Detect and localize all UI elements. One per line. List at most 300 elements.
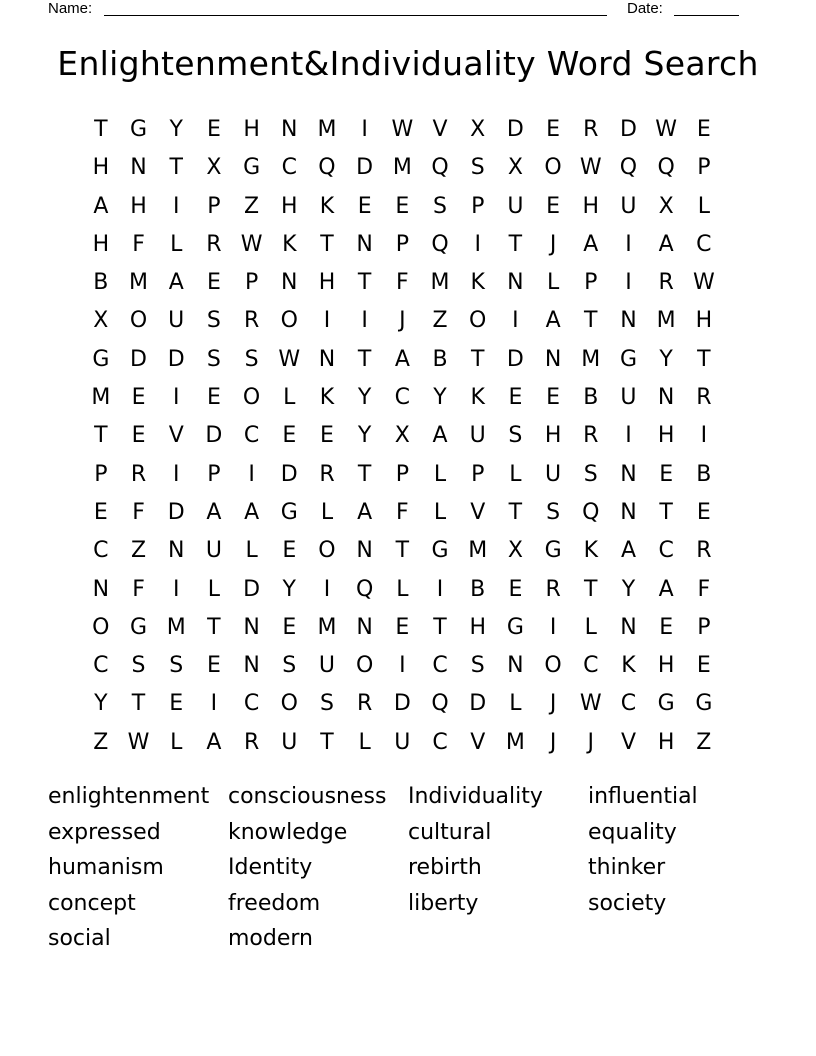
grid-letter[interactable]: G [130,614,148,640]
grid-letter[interactable]: H [544,423,562,449]
grid-letter[interactable]: I [700,423,708,449]
grid-letter[interactable]: T [584,576,598,602]
grid-letter[interactable]: E [282,538,297,564]
grid-letter[interactable]: C [93,653,109,679]
grid-letter[interactable]: F [396,499,409,525]
grid-letter[interactable]: Q [431,691,449,717]
grid-letter[interactable]: E [357,193,372,219]
grid-letter[interactable]: I [549,614,557,640]
grid-letter[interactable]: L [170,729,183,755]
grid-letter[interactable]: T [320,729,334,755]
grid-letter[interactable]: D [130,346,147,372]
grid-letter[interactable]: I [436,576,444,602]
grid-letter[interactable]: S [206,308,221,334]
grid-letter[interactable]: V [470,729,486,755]
grid-letter[interactable]: B [432,346,448,372]
grid-letter[interactable]: T [584,308,598,334]
name-line[interactable] [104,15,607,16]
grid-letter[interactable]: K [282,231,297,257]
grid-letter[interactable]: E [508,385,523,411]
grid-letter[interactable]: E [131,385,146,411]
grid-letter[interactable]: Q [619,155,638,181]
grid-letter[interactable]: O [544,155,562,181]
grid-letter[interactable]: K [319,193,335,219]
grid-letter[interactable]: S [433,193,448,219]
grid-letter[interactable]: U [281,729,298,755]
grid-letter[interactable]: P [471,461,485,487]
grid-letter[interactable]: L [433,461,447,487]
grid-letter[interactable]: S [319,691,334,717]
grid-letter[interactable]: S [508,423,523,449]
grid-letter[interactable]: N [620,614,637,640]
grid-letter[interactable]: T [508,499,523,525]
grid-letter[interactable]: T [169,155,183,181]
grid-letter[interactable]: R [206,231,222,257]
grid-letter[interactable]: E [93,499,108,525]
grid-letter[interactable]: M [656,308,676,334]
grid-letter[interactable]: W [127,729,150,755]
grid-letter[interactable]: E [696,499,711,525]
grid-letter[interactable]: Z [432,308,448,334]
grid-letter[interactable]: G [243,155,261,181]
grid-letter[interactable]: F [132,499,145,525]
grid-letter[interactable]: U [469,423,486,449]
grid-letter[interactable]: J [399,308,406,334]
grid-letter[interactable]: H [318,270,336,296]
grid-letter[interactable]: T [131,691,146,717]
grid-letter[interactable]: Q [582,499,600,525]
grid-letter[interactable]: P [471,193,485,219]
grid-letter[interactable]: R [130,461,147,487]
grid-letter[interactable]: W [655,117,678,142]
grid-letter[interactable]: B [93,270,109,296]
grid-letter[interactable]: O [469,308,487,334]
word-list-item: consciousness [228,784,387,809]
grid-letter[interactable]: M [430,270,450,296]
grid-letter[interactable]: I [172,193,180,219]
grid-letter[interactable]: I [625,270,632,296]
grid-row [82,533,723,571]
grid-letter[interactable]: T [94,117,108,142]
grid-letter[interactable]: T [433,614,447,640]
grid-letter[interactable]: L [245,538,258,564]
grid-letter[interactable]: H [657,653,675,679]
grid-letter[interactable]: A [206,729,222,755]
grid-letter[interactable]: I [323,308,331,334]
grid-letter[interactable]: I [474,231,481,257]
grid-letter[interactable]: T [357,270,372,296]
grid-letter[interactable]: D [356,155,374,181]
grid-letter[interactable]: L [509,461,522,487]
grid-letter[interactable]: P [697,614,711,640]
grid-letter[interactable]: Y [282,576,296,602]
grid-letter[interactable]: X [507,538,523,564]
grid-letter[interactable]: B [470,576,486,602]
grid-letter[interactable]: M [505,729,525,755]
grid-letter[interactable]: N [356,614,373,640]
grid-letter[interactable]: R [696,385,712,411]
grid-letter[interactable]: E [546,117,561,142]
grid-letter[interactable]: G [431,538,449,564]
grid-letter[interactable]: Q [355,576,374,602]
grid-letter[interactable]: N [281,117,298,142]
grid-letter[interactable]: A [168,270,184,296]
grid-letter[interactable]: L [207,576,221,602]
grid-letter[interactable]: G [544,538,562,564]
grid-letter[interactable]: H [281,193,298,219]
grid-letter[interactable]: I [625,423,632,449]
grid-letter[interactable]: C [620,691,637,717]
grid-letter[interactable]: W [391,117,414,142]
grid-letter[interactable]: P [94,461,108,487]
grid-letter[interactable]: N [620,308,637,334]
grid-letter[interactable]: V [470,499,486,525]
grid-letter[interactable]: E [282,423,297,449]
grid-letter[interactable]: D [619,117,637,142]
grid-letter[interactable]: C [243,691,260,717]
grid-letter[interactable]: E [206,385,221,411]
grid-letter[interactable]: I [172,576,180,602]
grid-letter[interactable]: Q [657,155,675,181]
grid-letter[interactable]: P [207,461,221,487]
grid-letter[interactable]: M [581,346,601,372]
grid-letter[interactable]: T [357,346,372,372]
grid-letter[interactable]: U [168,308,185,334]
grid-letter[interactable]: I [399,653,406,679]
grid-letter[interactable]: D [243,576,261,602]
grid-letter[interactable]: L [546,270,560,296]
date-line[interactable] [674,15,739,16]
grid-letter[interactable]: K [470,385,485,411]
grid-letter[interactable]: E [659,614,674,640]
grid-letter[interactable]: H [657,729,675,755]
grid-letter[interactable]: F [396,270,409,296]
grid-letter[interactable]: D [280,461,298,487]
grid-letter[interactable]: T [94,423,108,449]
grid-letter[interactable]: K [470,270,485,296]
grid-letter[interactable]: Q [318,155,336,181]
grid-letter[interactable]: H [243,117,260,142]
grid-letter[interactable]: M [317,614,337,640]
grid-letter[interactable]: N [620,499,637,525]
grid-letter[interactable]: Y [94,691,108,717]
grid-letter[interactable]: P [244,270,259,296]
grid-letter[interactable]: Y [169,117,183,142]
grid-letter[interactable]: U [620,193,637,219]
grid-letter[interactable]: X [93,308,109,334]
grid-letter[interactable]: C [281,155,297,181]
grid-letter[interactable]: C [696,231,712,257]
grid-letter[interactable]: I [323,576,331,602]
grid-letter[interactable]: C [432,729,448,755]
grid-letter[interactable]: R [319,461,335,487]
grid-letter[interactable]: I [172,461,180,487]
grid-letter[interactable]: L [396,576,409,602]
grid-letter[interactable]: N [92,576,110,602]
grid-letter[interactable]: C [93,538,109,564]
word-list-item: thinker [588,855,666,880]
grid-letter[interactable]: L [358,729,371,755]
grid-letter[interactable]: T [470,346,485,372]
grid-letter[interactable]: E [395,193,410,219]
grid-letter[interactable]: J [549,231,557,257]
grid-letter[interactable]: A [658,231,674,257]
grid-letter[interactable]: M [129,270,149,296]
grid-letter[interactable]: W [579,691,602,717]
grid-letter[interactable]: L [283,385,296,411]
grid-letter[interactable]: G [506,614,524,640]
grid-letter[interactable]: A [620,538,636,564]
grid-letter[interactable]: R [243,308,260,334]
grid-letter[interactable]: X [658,193,674,219]
grid-letter[interactable]: S [282,653,297,679]
grid-letter[interactable]: I [625,231,632,257]
grid-letter[interactable]: N [620,461,637,487]
grid-letter[interactable]: G [92,346,110,372]
grid-letter[interactable]: W [692,270,715,296]
grid-letter[interactable]: H [469,614,486,640]
grid-letter[interactable]: L [433,499,447,525]
grid-letter[interactable]: N [544,346,562,372]
grid-letter[interactable]: N [356,231,373,257]
grid-letter[interactable]: Q [431,231,449,257]
grid-letter[interactable]: T [659,499,673,525]
grid-letter[interactable]: T [207,614,221,640]
grid-letter[interactable]: J [549,691,557,717]
grid-letter[interactable]: O [318,538,336,564]
grid-letter[interactable]: P [395,461,409,487]
grid-letter[interactable]: Y [621,576,636,602]
grid-letter[interactable]: U [545,461,562,487]
grid-letter[interactable]: S [244,346,259,372]
grid-row [82,265,723,303]
grid-letter[interactable]: G [657,691,675,717]
grid-letter[interactable]: Y [357,423,372,449]
grid-letter[interactable]: M [166,614,186,640]
grid-letter[interactable]: C [432,653,448,679]
grid-letter[interactable]: X [507,155,523,181]
grid-letter[interactable]: B [696,461,712,487]
grid-letter[interactable]: C [243,423,260,449]
grid-letter[interactable]: T [697,346,711,372]
grid-letter[interactable]: W [240,231,263,257]
grid-letter[interactable]: D [506,346,524,372]
grid-letter[interactable]: S [546,499,561,525]
grid-letter[interactable]: M [392,155,412,181]
grid-letter[interactable]: E [546,193,561,219]
grid-letter[interactable]: R [658,270,674,296]
grid-letter[interactable]: N [356,538,373,564]
grid-letter[interactable]: A [394,346,410,372]
grid-letter[interactable]: E [696,653,711,679]
grid-letter[interactable]: H [695,308,713,334]
grid-letter[interactable]: I [512,308,519,334]
grid-letter[interactable]: F [697,576,711,602]
grid-letter[interactable]: D [167,499,185,525]
grid-letter[interactable]: R [583,423,599,449]
grid-letter[interactable]: T [320,231,334,257]
grid-letter[interactable]: L [320,499,334,525]
grid-letter[interactable]: C [658,538,674,564]
grid-letter[interactable]: I [361,117,368,142]
grid-letter[interactable]: N [130,155,147,181]
grid-letter[interactable]: I [172,385,180,411]
grid-letter[interactable]: O [92,614,110,640]
grid-letter[interactable]: E [282,614,297,640]
grid-letter[interactable]: V [432,117,448,142]
grid-letter[interactable]: S [169,653,184,679]
grid-letter[interactable]: E [206,270,221,296]
grid-letter[interactable]: R [243,729,260,755]
grid-letter[interactable]: D [167,346,185,372]
grid-letter[interactable]: E [206,117,221,142]
grid-letter[interactable]: W [278,346,301,372]
grid-letter[interactable]: E [395,614,410,640]
grid-letter[interactable]: H [130,193,147,219]
grid-letter[interactable]: A [244,499,260,525]
grid-letter[interactable]: X [206,155,222,181]
grid-letter[interactable]: E [508,576,523,602]
grid-letter[interactable]: L [584,614,597,640]
grid-letter[interactable]: S [206,346,221,372]
grid-letter[interactable]: E [659,461,674,487]
grid-letter[interactable]: X [470,117,486,142]
grid-letter[interactable]: E [206,653,221,679]
grid-letter[interactable]: M [317,117,337,142]
grid-letter[interactable]: G [619,346,637,372]
grid-letter[interactable]: J [549,729,557,755]
grid-letter[interactable]: N [318,346,336,372]
grid-letter[interactable]: O [280,308,298,334]
grid-letter[interactable]: U [507,193,524,219]
grid-letter[interactable]: O [129,308,148,334]
grid-letter[interactable]: O [242,385,261,411]
grid-letter[interactable]: U [620,385,637,411]
grid-letter[interactable]: E [696,117,711,142]
grid-letter[interactable]: N [507,270,524,296]
grid-letter[interactable]: N [281,270,298,296]
grid-letter[interactable]: E [169,691,184,717]
grid-letter[interactable]: D [205,423,223,449]
grid-letter[interactable]: I [248,461,255,487]
grid-letter[interactable]: G [695,691,713,717]
grid-letter[interactable]: A [658,576,674,602]
grid-letter[interactable]: X [394,423,410,449]
grid-letter[interactable]: Z [93,729,109,755]
grid-letter[interactable]: R [357,691,373,717]
grid-letter[interactable]: Q [431,155,449,181]
grid-letter[interactable]: C [394,385,411,411]
grid-letter[interactable]: N [507,653,524,679]
grid-letter[interactable]: D [393,691,411,717]
grid-letter[interactable]: A [583,231,599,257]
grid-letter[interactable]: P [395,231,409,257]
grid-letter[interactable]: O [280,691,298,717]
grid-letter[interactable]: R [583,117,599,142]
grid-letter[interactable]: W [579,155,602,181]
grid-letter[interactable]: M [91,385,111,411]
grid-letter[interactable]: J [587,729,595,755]
grid-letter[interactable]: V [168,423,184,449]
grid-letter[interactable]: N [243,653,260,679]
grid-letter[interactable]: M [468,538,488,564]
grid-letter[interactable]: S [583,461,598,487]
grid-letter[interactable]: N [657,385,675,411]
grid-letter[interactable]: H [657,423,675,449]
grid-letter[interactable]: N [167,538,185,564]
grid-letter[interactable]: P [584,270,598,296]
grid-row [82,227,723,265]
grid-letter[interactable]: K [621,653,636,679]
grid-letter[interactable]: A [93,193,109,219]
grid-letter[interactable]: C [583,653,599,679]
grid-letter[interactable]: O [355,653,374,679]
grid-letter[interactable]: A [432,423,448,449]
grid-letter[interactable]: E [320,423,334,449]
grid-letter[interactable]: F [132,231,145,257]
grid-letter[interactable]: A [206,499,222,525]
grid-letter[interactable]: I [210,691,218,717]
grid-letter[interactable]: D [506,117,524,142]
grid-letter[interactable]: Y [357,385,372,411]
grid-letter[interactable]: Y [433,385,447,411]
grid-letter[interactable]: U [394,729,411,755]
grid-letter[interactable]: Z [244,193,260,219]
grid-letter[interactable]: F [132,576,145,602]
grid-letter[interactable]: K [583,538,598,564]
grid-letter[interactable]: U [318,653,336,679]
grid-letter[interactable]: A [357,499,373,525]
grid-letter[interactable]: I [361,308,368,334]
grid-letter[interactable]: T [395,538,410,564]
grid-row [82,342,723,380]
word-list-item: expressed [48,819,161,845]
grid-letter[interactable]: U [205,538,222,564]
grid-letter[interactable]: H [582,193,600,219]
grid-letter[interactable]: K [319,385,335,411]
grid-letter[interactable]: G [130,117,148,142]
grid-letter[interactable]: E [546,385,561,411]
grid-letter[interactable]: Y [659,346,673,372]
grid-letter[interactable]: D [469,691,487,717]
grid-letter[interactable]: S [131,653,146,679]
grid-letter[interactable]: B [583,385,599,411]
grid-letter[interactable]: R [696,538,712,564]
grid-letter[interactable]: P [697,155,711,181]
grid-letter[interactable]: T [357,461,372,487]
grid-letter[interactable]: L [170,231,183,257]
grid-letter[interactable]: Z [130,538,147,564]
grid-letter[interactable]: T [508,231,523,257]
grid-letter[interactable]: H [92,155,110,181]
grid-letter[interactable]: P [207,193,221,219]
grid-letter[interactable]: N [243,614,260,640]
word-list-item: humanism [48,855,164,880]
grid-letter[interactable]: G [280,499,298,525]
grid-letter[interactable]: V [620,729,636,755]
grid-letter[interactable]: O [544,653,562,679]
grid-letter[interactable]: E [131,423,146,449]
grid-letter[interactable]: S [470,155,485,181]
grid-letter[interactable]: H [92,231,110,257]
grid-letter[interactable]: R [545,576,561,602]
grid-letter[interactable]: Z [696,729,712,755]
grid-letter[interactable]: L [697,193,710,219]
grid-letter[interactable]: L [509,691,522,717]
word-list-item: social [48,926,111,951]
grid-letter[interactable]: A [545,308,561,334]
grid-letter[interactable]: S [470,653,485,679]
